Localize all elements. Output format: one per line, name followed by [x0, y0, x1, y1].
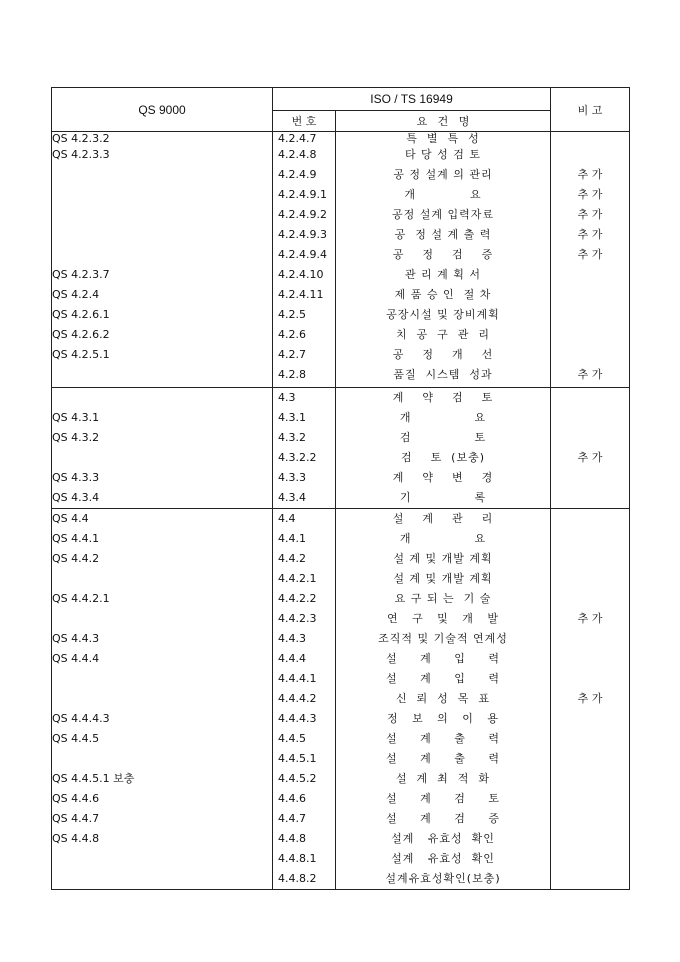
remark-cell — [551, 132, 630, 146]
iso-number-cell: 4.2.4.11 — [273, 285, 336, 305]
requirement-cell: 설계유효성확인(보충) — [336, 869, 551, 890]
qs9000-header: QS 9000 — [52, 88, 273, 132]
remark-cell — [551, 769, 630, 789]
table-section — [52, 388, 630, 509]
remark-cell: 추 가 — [551, 205, 630, 225]
requirement-cell: 검 토 — [336, 428, 551, 448]
table-row — [52, 488, 630, 509]
remark-cell — [551, 869, 630, 890]
requirement-header: 요 건 명 — [336, 111, 551, 132]
iso-number-cell: 4.3.4 — [273, 488, 336, 509]
requirement-cell: 설계 유효성 확인 — [336, 849, 551, 869]
qs-ref-cell — [52, 669, 273, 689]
qs-ref-cell: QS 4.4.6 — [52, 789, 273, 809]
remark-cell — [551, 325, 630, 345]
iso-number-cell: 4.4 — [273, 509, 336, 530]
qs-ref-cell: QS 4.2.3.2 — [52, 132, 273, 146]
table-row — [52, 789, 630, 809]
table-row — [52, 589, 630, 609]
requirement-cell: 설 계 최 적 화 — [336, 769, 551, 789]
table-row — [52, 448, 630, 468]
iso-number-cell: 4.3 — [273, 388, 336, 409]
table-row — [52, 468, 630, 488]
qs-ref-cell: QS 4.4.5 — [52, 729, 273, 749]
qs-ref-cell: QS 4.4.1 — [52, 529, 273, 549]
requirement-cell: 개 요 — [336, 408, 551, 428]
remark-cell — [551, 629, 630, 649]
remark-cell — [551, 529, 630, 549]
table-row — [52, 549, 630, 569]
table-row — [52, 165, 630, 185]
remark-cell — [551, 749, 630, 769]
remark-cell: 추 가 — [551, 689, 630, 709]
requirement-cell: 공장시설 및 장비계획 — [336, 305, 551, 325]
requirement-cell: 설 계 출 력 — [336, 749, 551, 769]
qs-ref-cell: QS 4.4.8 — [52, 829, 273, 849]
table-row — [52, 408, 630, 428]
iso-number-cell: 4.4.8.1 — [273, 849, 336, 869]
qs-ref-cell: QS 4.2.5.1 — [52, 345, 273, 365]
table-row — [52, 285, 630, 305]
qs-ref-cell — [52, 245, 273, 265]
requirement-cell: 연 구 및 개 발 — [336, 609, 551, 629]
iso-number-cell: 4.3.1 — [273, 408, 336, 428]
requirement-cell: 설 계 및 개발 계획 — [336, 549, 551, 569]
requirement-cell: 정 보 의 이 용 — [336, 709, 551, 729]
remark-cell — [551, 829, 630, 849]
remark-cell — [551, 809, 630, 829]
remark-cell — [551, 388, 630, 409]
iso-number-cell: 4.4.5.1 — [273, 749, 336, 769]
table-header — [52, 88, 630, 132]
qs-ref-cell: QS 4.3.1 — [52, 408, 273, 428]
remark-cell — [551, 468, 630, 488]
table-row — [52, 345, 630, 365]
table-row — [52, 809, 630, 829]
number-header: 번 호 — [273, 111, 336, 132]
table-row — [52, 629, 630, 649]
table-row — [52, 428, 630, 448]
qs-ref-cell: QS 4.4.7 — [52, 809, 273, 829]
table-row — [52, 305, 630, 325]
requirement-cell: 치 공 구 관 리 — [336, 325, 551, 345]
qs-ref-cell: QS 4.3.3 — [52, 468, 273, 488]
iso-number-cell: 4.4.2 — [273, 549, 336, 569]
remark-cell — [551, 669, 630, 689]
qs-ref-cell: QS 4.4.4.3 — [52, 709, 273, 729]
iso-number-cell: 4.4.3 — [273, 629, 336, 649]
iso-number-cell: 4.4.5 — [273, 729, 336, 749]
qs-ref-cell: QS 4.2.3.3 — [52, 145, 273, 165]
remark-cell — [551, 549, 630, 569]
table-row — [52, 145, 630, 165]
requirement-cell: 설 계 출 력 — [336, 729, 551, 749]
table-row — [52, 869, 630, 890]
iso-number-cell: 4.3.3 — [273, 468, 336, 488]
requirement-cell: 공 정 설 계 출 력 — [336, 225, 551, 245]
table-row — [52, 689, 630, 709]
remark-cell — [551, 709, 630, 729]
requirement-cell: 설 계 검 토 — [336, 789, 551, 809]
qs-ref-cell: QS 4.4.2 — [52, 549, 273, 569]
requirement-cell: 설 계 검 증 — [336, 809, 551, 829]
iso-number-cell: 4.4.2.3 — [273, 609, 336, 629]
iso-number-cell: 4.4.8.2 — [273, 869, 336, 890]
iso-number-cell: 4.4.4 — [273, 649, 336, 669]
iso-number-cell: 4.4.6 — [273, 789, 336, 809]
qs-ref-cell — [52, 609, 273, 629]
iso-number-cell: 4.2.5 — [273, 305, 336, 325]
remark-cell: 추 가 — [551, 365, 630, 388]
qs-ref-cell — [52, 448, 273, 468]
requirement-cell: 설 계 관 리 — [336, 509, 551, 530]
qs-ref-cell — [52, 388, 273, 409]
iso-number-cell: 4.2.4.9.1 — [273, 185, 336, 205]
remarks-header: 비 고 — [551, 88, 630, 132]
requirement-cell: 개 요 — [336, 529, 551, 549]
qs-ref-cell: QS 4.4.4 — [52, 649, 273, 669]
requirement-cell: 조직적 및 기술적 연계성 — [336, 629, 551, 649]
qs-ref-cell — [52, 185, 273, 205]
remark-cell — [551, 649, 630, 669]
iso-number-cell: 4.4.5.2 — [273, 769, 336, 789]
iso-number-cell: 4.2.7 — [273, 345, 336, 365]
requirement-cell: 관 리 계 획 서 — [336, 265, 551, 285]
iso-number-cell: 4.4.2.1 — [273, 569, 336, 589]
table-row — [52, 325, 630, 345]
remark-cell: 추 가 — [551, 165, 630, 185]
requirement-cell: 계 약 검 토 — [336, 388, 551, 409]
remark-cell — [551, 488, 630, 509]
table-row — [52, 245, 630, 265]
requirement-cell: 제 품 승 인 절 차 — [336, 285, 551, 305]
requirement-cell: 신 뢰 성 목 표 — [336, 689, 551, 709]
iso-number-cell: 4.2.4.10 — [273, 265, 336, 285]
qs-ref-cell — [52, 749, 273, 769]
table-row — [52, 365, 630, 388]
qs-ref-cell: QS 4.4.3 — [52, 629, 273, 649]
requirement-cell: 특 별 특 성 — [336, 132, 551, 146]
qs-ref-cell: QS 4.4.5.1 보충 — [52, 769, 273, 789]
remark-cell — [551, 265, 630, 285]
iso-number-cell: 4.2.4.9.4 — [273, 245, 336, 265]
remark-cell — [551, 849, 630, 869]
requirement-cell: 타 당 성 검 토 — [336, 145, 551, 165]
qs-ref-cell: QS 4.4 — [52, 509, 273, 530]
table-row — [52, 729, 630, 749]
iso-number-cell: 4.2.8 — [273, 365, 336, 388]
remark-cell — [551, 145, 630, 165]
qs-ref-cell: QS 4.4.2.1 — [52, 589, 273, 609]
iso-number-cell: 4.2.4.7 — [273, 132, 336, 146]
iso-number-cell: 4.4.1 — [273, 529, 336, 549]
qs-ref-cell — [52, 365, 273, 388]
table-section — [52, 509, 630, 890]
qs-ref-cell: QS 4.2.6.2 — [52, 325, 273, 345]
requirement-cell: 검 토 (보충) — [336, 448, 551, 468]
qs-ref-cell — [52, 165, 273, 185]
qs-ref-cell: QS 4.3.4 — [52, 488, 273, 509]
table-row — [52, 388, 630, 409]
table-row — [52, 185, 630, 205]
requirement-cell: 계 약 변 경 — [336, 468, 551, 488]
remark-cell — [551, 729, 630, 749]
iso-number-cell: 4.4.4.3 — [273, 709, 336, 729]
table-row — [52, 205, 630, 225]
iso-number-cell: 4.4.2.2 — [273, 589, 336, 609]
iso-number-cell: 4.4.7 — [273, 809, 336, 829]
qs-ref-cell: QS 4.2.4 — [52, 285, 273, 305]
qs-ref-cell — [52, 569, 273, 589]
requirement-cell: 개 요 — [336, 185, 551, 205]
requirement-cell: 설 계 입 력 — [336, 649, 551, 669]
iso-number-cell: 4.2.4.9.3 — [273, 225, 336, 245]
table-row — [52, 709, 630, 729]
iso-number-cell: 4.3.2.2 — [273, 448, 336, 468]
table-row — [52, 849, 630, 869]
requirement-cell: 공 정 검 증 — [336, 245, 551, 265]
iso-ts-header: ISO / TS 16949 — [273, 88, 551, 111]
iso-number-cell: 4.2.4.9 — [273, 165, 336, 185]
requirement-cell: 품질 시스템 성과 — [336, 365, 551, 388]
qs-ref-cell: QS 4.2.6.1 — [52, 305, 273, 325]
iso-number-cell: 4.4.4.1 — [273, 669, 336, 689]
requirement-cell: 기 록 — [336, 488, 551, 509]
remark-cell — [551, 305, 630, 325]
requirement-cell: 설계 유효성 확인 — [336, 829, 551, 849]
table-row — [52, 265, 630, 285]
table-row — [52, 769, 630, 789]
remark-cell — [551, 428, 630, 448]
remark-cell — [551, 285, 630, 305]
iso-number-cell: 4.4.8 — [273, 829, 336, 849]
qs-ref-cell — [52, 205, 273, 225]
iso-number-cell: 4.3.2 — [273, 428, 336, 448]
remark-cell: 추 가 — [551, 609, 630, 629]
remark-cell — [551, 345, 630, 365]
remark-cell: 추 가 — [551, 225, 630, 245]
table-row — [52, 669, 630, 689]
iso-number-cell: 4.4.4.2 — [273, 689, 336, 709]
qs-ref-cell — [52, 689, 273, 709]
table-row — [52, 509, 630, 530]
remark-cell — [551, 509, 630, 530]
table-section — [52, 132, 630, 388]
remark-cell — [551, 589, 630, 609]
qs-ref-cell: QS 4.3.2 — [52, 428, 273, 448]
table-row — [52, 649, 630, 669]
remark-cell — [551, 408, 630, 428]
remark-cell: 추 가 — [551, 245, 630, 265]
remark-cell — [551, 789, 630, 809]
remark-cell: 추 가 — [551, 448, 630, 468]
qs-ref-cell — [52, 849, 273, 869]
remark-cell — [551, 569, 630, 589]
table-row — [52, 569, 630, 589]
table-row — [52, 225, 630, 245]
requirement-cell: 요 구 되 는 기 술 — [336, 589, 551, 609]
requirement-cell: 공 정 개 선 — [336, 345, 551, 365]
requirement-cell: 설 계 및 개발 계획 — [336, 569, 551, 589]
requirements-table — [51, 87, 630, 890]
iso-number-cell: 4.2.6 — [273, 325, 336, 345]
requirement-cell: 공 정 설계 의 관리 — [336, 165, 551, 185]
iso-number-cell: 4.2.4.8 — [273, 145, 336, 165]
table-row — [52, 829, 630, 849]
table-row — [52, 609, 630, 629]
iso-number-cell: 4.2.4.9.2 — [273, 205, 336, 225]
remark-cell: 추 가 — [551, 185, 630, 205]
qs-ref-cell — [52, 869, 273, 890]
table-row — [52, 132, 630, 146]
requirement-cell: 공정 설계 입력자료 — [336, 205, 551, 225]
table-row — [52, 749, 630, 769]
requirement-cell: 설 계 입 력 — [336, 669, 551, 689]
qs-ref-cell: QS 4.2.3.7 — [52, 265, 273, 285]
table-row — [52, 529, 630, 549]
qs-ref-cell — [52, 225, 273, 245]
